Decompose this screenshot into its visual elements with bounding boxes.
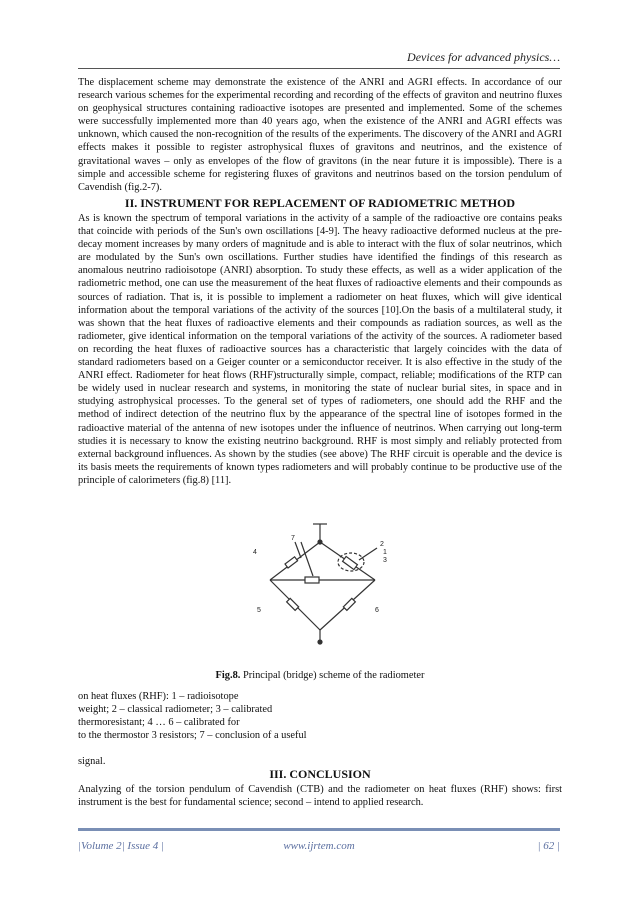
figure-caption-label: Fig.8.	[215, 670, 241, 681]
intro-paragraph: The displacement scheme may demonstrate the existence of the ANRI and AGRI effects. In accordance of our research various schemes for the experimental recording and recording of the effects of graviton and neutrino fluxes on geophysical structures containing radioactive isotopes are presented and implemented. Some of the schemes were successfully implemented more than 40 years ago, when the existence of the ANRI and AGRI effects was unknown, which caused the non-recognition of the results of the experiments. The discovery of the ANRI and AGRI effects makes it possible to register astrophysical fluxes of gravitons and neutrinos, and the existence of gravitational waves – only as envelopes of the flow of gravitons (in the near future it is impossible). There is a simple and accessible scheme for registering fluxes of gravitons and neutrinos based on the torsion pendulum of Cavendish (fig.2-7).	[78, 77, 562, 193]
label-2: 2	[380, 541, 384, 548]
label-1: 1	[383, 549, 387, 556]
label-3: 3	[383, 557, 387, 564]
section-2-body: As is known the spectrum of temporal variations in the activity of a sample of the radioactive ore contains peaks that coincide with periods of the Sun's own oscillations [4-9]. The heavy radioactive deformed nucleus at the pre-decay moment increases by many orders of magnitude and is able to interact with the flux of solar neutrinos, which are modulated by the Sun's own oscillations. Further studies have identified the findings of this research as anomalous neutrino radioisotope (ANRI) absorption. To study these effects, as well as a wider application of the radiometric method, one can use the measurement of the heat fluxes of radioactive elements and their compounds as sources of radiation. That is, it is possible to implement a radiometer on heat fluxes, which will give identical information about the temporal variations of the activity of the sources [10].On the basis of a multilateral study, it was shown that the heat fluxes of radioactive elements and their compounds as radiation sources, as well as the radiometer, give identical information on the temporal variations of the activity of the sources. A radiometer based on recording the heat fluxes of radioactive sources has a characteristic that largely coincides with the data of standard radiometers based on a Geiger counter or a semiconductor receiver. It is also effective in the study of the ANRI effect. Radiometer for heat flows (RHF)structurally simple, compact, reliable; modifications of the RTP can be widely used in nuclear research and systems, in monitoring the state of nuclear burial sites, in space and in studying astrophysical processes. To the general set of types of radiometers, one should add the RHF and the method of indirect detection of the neutrino flux by the appearance of the spectral line of isotopes formed in the radioactive material of the antenna of new isotopes under the influence of neutrinos. When carrying out long-term studies it is necessary to know the existing neutrino background. RHF is most simply and reliably protected from external background influences. As shown by the studies (see above) The RHF circuit is operable and the device is its basis meets the requirements of known types radiometers and will probably continue to be productive use of the principle of calorimeters (fig.8) [11].	[78, 213, 562, 486]
bridge-scheme-diagram	[235, 520, 405, 648]
caption-line	[78, 742, 562, 755]
caption-line: weight; 2 – classical radiometer; 3 – calibrated	[78, 704, 273, 715]
running-header: Devices for advanced physics…	[407, 50, 560, 64]
footer-volume: |Volume 2| Issue 4 |	[78, 840, 165, 852]
label-5: 5	[257, 607, 261, 614]
label-4: 4	[253, 549, 257, 556]
caption-line: on heat fluxes (RHF): 1 – radioisotope	[78, 691, 239, 702]
caption-line: signal.	[78, 756, 106, 767]
caption-line: thermoresistant; 4 … 6 – calibrated for	[78, 717, 240, 728]
footer-page-number: | 62 |	[537, 840, 560, 852]
figure-caption-text: Principal (bridge) scheme of the radiometer	[240, 670, 425, 681]
caption-continuation	[78, 690, 562, 768]
label-7: 7	[291, 535, 295, 542]
footer-url[interactable]: www.ijrtem.com	[283, 840, 355, 852]
section-3-body: Analyzing of the torsion pendulum of Cavendish (CTB) and the radiometer on heat fluxes (RHF) shows: first instrument is the best for fundamental science; second – intend to applied research.	[78, 784, 562, 809]
section-3-heading: III. CONCLUSION	[269, 767, 371, 781]
header-rule	[78, 68, 560, 69]
footer-rule	[78, 828, 560, 831]
caption-line: to the thermostor 3 resistors; 7 – conclusion of a useful	[78, 730, 307, 741]
figure-caption	[78, 670, 562, 681]
label-6: 6	[375, 607, 379, 614]
section-2-heading: II. INSTRUMENT FOR REPLACEMENT OF RADIOMETRIC METHOD	[124, 196, 516, 210]
